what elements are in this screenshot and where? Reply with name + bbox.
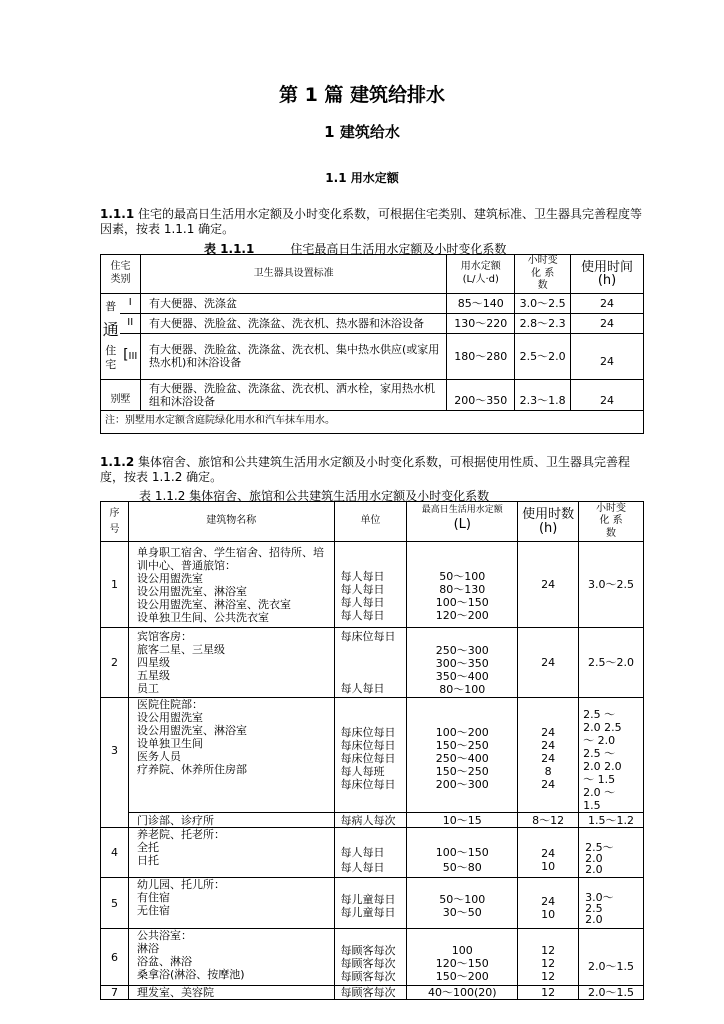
seq-cell: 5 <box>101 878 129 929</box>
unit-cell: 每顾客每次 每顾客每次 每顾客每次 <box>334 929 407 986</box>
header-quota: 最高日生活用水定额 <box>421 505 503 515</box>
hours-cell: 24 <box>571 313 644 333</box>
factor-cell: 3.0～2.5 <box>515 293 571 313</box>
hours-cell: 24 <box>571 379 644 410</box>
building-name-cell: 养老院、托老所： 全托 日托 <box>128 828 334 878</box>
paragraph-1-1-1 <box>100 207 645 237</box>
quota-cell: 200～350 <box>447 379 515 410</box>
factor-cell: 3.0～ 2.5 2.0 <box>579 878 644 929</box>
table-row <box>101 379 644 410</box>
unit-cell: 每人每日 每人每日 <box>334 828 407 878</box>
quota-cell: 50～100 80～130 100～150 120～200 <box>407 542 518 628</box>
header-residence-type: 住宅 类别 <box>101 255 141 294</box>
seq-cell: 7 <box>101 986 129 1000</box>
hours-cell: 12 12 12 <box>518 929 579 986</box>
fixtures-cell: 有大便器、洗涤盆 <box>140 293 446 313</box>
quota-cell: 100～150 50～80 <box>407 828 518 878</box>
group-label-char: 普 <box>105 299 117 313</box>
table-header-row <box>101 502 644 542</box>
hours-cell: 24 <box>518 628 579 698</box>
unit-cell: 每顾客每次 <box>334 986 407 1000</box>
unit-cell: 每病人每次 <box>334 813 407 828</box>
quota-cell: 180～280 <box>447 333 515 379</box>
table-row <box>101 542 644 628</box>
hours-cell: 8～12 <box>518 813 579 828</box>
unit-cell: 每床位每日 每人每日 <box>334 628 407 698</box>
header-hour-factor: 小时变 化 系 数 <box>579 502 644 542</box>
table-header-row <box>101 255 644 294</box>
header-quota-cell <box>407 502 518 542</box>
table-row <box>101 813 644 828</box>
header-hour-factor: 小时变 化 系 数 <box>515 255 571 294</box>
hours-cell: 24 10 <box>518 878 579 929</box>
building-name-cell: 公共浴室： 淋浴 浴盆、淋浴 桑拿浴(淋浴、按摩池) <box>128 929 334 986</box>
building-name-cell: 单身职工宿舍、学生宿舍、招待所、培训中心、普通旅馆： 设公用盥洗室 设公用盥洗室、淋浴室 设公用盥洗室、淋浴室、洗衣室 设单独卫生间、公共洗衣室 <box>128 542 334 628</box>
hours-cell: 24 24 24 8 24 <box>518 698 579 813</box>
header-unit: 单位 <box>334 502 407 542</box>
table-row <box>101 333 644 379</box>
quota-cell: 85～140 <box>447 293 515 313</box>
table-row <box>101 828 644 878</box>
table-number: 表 1.1.1 <box>204 242 255 256</box>
sub-type-cell <box>120 333 140 379</box>
bracket-glyph: [ <box>123 346 129 363</box>
table-row <box>101 986 644 1000</box>
unit-cell: 每床位每日 每床位每日 每床位每日 每人每班 每床位每日 <box>334 698 407 813</box>
quota-cell: 250～300 300～350 350～400 80～100 <box>407 628 518 698</box>
building-name-cell: 医院住院部： 设公用盥洗室 设公用盥洗室、淋浴室 设单独卫生间 医务人员 疗养院、休养所住房部 <box>128 698 334 813</box>
seq-cell: 2 <box>101 628 129 698</box>
header-quota: 用水定额 (L/人·d) <box>447 255 515 294</box>
paragraph-1-1-2 <box>100 455 645 485</box>
group-label-char: 住 <box>105 343 117 357</box>
table-row <box>101 878 644 929</box>
hours-cell: 24 <box>571 333 644 379</box>
seq-cell: 3 <box>101 698 129 828</box>
table-caption-text: 住宅最高日生活用水定额及小时变化系数 <box>290 242 507 256</box>
paragraph-text: 住宅的最高日生活用水定额及小时变化系数，可根据住宅类别、建筑标准、卫生器具完善程度等因素，按表 1.1.1 确定。 <box>100 207 642 236</box>
sub-type: 别墅 <box>101 379 141 410</box>
sub-type: I <box>120 293 140 313</box>
factor-cell: 2.5 ～ 2.0 2.5 ～ 2.0 2.5 ～ 2.0 2.0 ～ 1.5 2.0 ～ 1.5 <box>579 698 644 813</box>
factor-cell: 1.5～1.2 <box>579 813 644 828</box>
quota-cell: 130～220 <box>447 313 515 333</box>
seq-cell: 4 <box>101 828 129 878</box>
factor-cell: 2.0～1.5 <box>579 986 644 1000</box>
header-usage-hours: 使用时数 (h) <box>518 502 579 542</box>
table-row <box>101 698 644 813</box>
fixtures-cell: 有大便器、洗脸盆、洗涤盆、洗衣机、集中热水供应(或家用热水机)和沐浴设备 <box>140 333 446 379</box>
seq-cell: 1 <box>101 542 129 628</box>
header-quota-unit: (L) <box>453 516 471 532</box>
table-row <box>101 313 644 333</box>
table-1-1-2 <box>100 501 644 1000</box>
quota-cell: 100 120～150 150～200 <box>407 929 518 986</box>
clause-number: 1.1.2 <box>100 455 135 469</box>
hours-cell: 24 <box>571 293 644 313</box>
building-name-cell: 宾馆客房： 旅客二星、三星级 四星级 五星级 员工 <box>128 628 334 698</box>
section-title: 1.1 用水定额 <box>325 171 399 185</box>
quota-cell: 50～100 30～50 <box>407 878 518 929</box>
table-1-1-1 <box>100 254 644 434</box>
paragraph-text: 集体宿舍、旅馆和公共建筑生活用水定额及小时变化系数，可根据使用性质、卫生器具完善程度，按表 1.1.2 确定。 <box>100 455 630 484</box>
sub-type: III <box>128 350 138 362</box>
sub-type: II <box>120 313 140 333</box>
factor-cell: 2.3～1.8 <box>515 379 571 410</box>
hours-cell: 24 <box>518 542 579 628</box>
table-row <box>101 293 644 313</box>
factor-cell: 2.8～2.3 <box>515 313 571 333</box>
factor-cell: 2.5～2.0 <box>579 628 644 698</box>
quota-cell: 100～200 150～250 250～400 150～250 200～300 <box>407 698 518 813</box>
unit-cell: 每人每日 每人每日 每人每日 每人每日 <box>334 542 407 628</box>
table-row <box>101 628 644 698</box>
factor-cell: 2.5～2.0 <box>515 333 571 379</box>
unit-cell: 每儿童每日 每儿童每日 <box>334 878 407 929</box>
table-row <box>101 929 644 986</box>
clause-number: 1.1.1 <box>100 207 135 221</box>
building-name-cell: 门诊部、诊疗所 <box>128 813 334 828</box>
building-name-cell: 幼儿园、托儿所： 有住宿 无住宿 <box>128 878 334 929</box>
part-title: 第 1 篇 建筑给排水 <box>278 84 446 106</box>
factor-cell: 3.0～2.5 <box>579 542 644 628</box>
hours-cell: 12 <box>518 986 579 1000</box>
table-number: 表 1.1.2 <box>139 489 186 503</box>
building-name-cell: 理发室、美容院 <box>128 986 334 1000</box>
header-seq: 序 号 <box>101 502 129 542</box>
header-fixtures: 卫生器具设置标准 <box>140 255 446 294</box>
quota-cell: 40～100(20) <box>407 986 518 1000</box>
hours-cell: 24 10 <box>518 828 579 878</box>
header-usage-hours: 使用时间 (h) <box>571 255 644 294</box>
chapter-title: 1 建筑给水 <box>324 123 400 141</box>
seq-cell: 6 <box>101 929 129 986</box>
table-note-row <box>101 410 644 433</box>
group-label-char: 宅 <box>105 357 117 371</box>
fixtures-cell: 有大便器、洗脸盆、洗涤盆、洗衣机、热水器和沐浴设备 <box>140 313 446 333</box>
quota-cell: 10～15 <box>407 813 518 828</box>
group-label-cell <box>101 293 121 379</box>
table-caption-text: 集体宿舍、旅馆和公共建筑生活用水定额及小时变化系数 <box>185 489 490 503</box>
factor-cell: 2.5～ 2.0 2.0 <box>579 828 644 878</box>
table-note: 注：别墅用水定额含庭院绿化用水和汽车抹车用水。 <box>101 410 644 433</box>
fixtures-cell: 有大便器、洗脸盆、洗涤盆、洗衣机、洒水栓，家用热水机组和沐浴设备 <box>140 379 446 410</box>
header-building-name: 建筑物名称 <box>128 502 334 542</box>
group-label-char: 通 <box>102 319 119 339</box>
factor-cell: 2.0～1.5 <box>579 929 644 986</box>
